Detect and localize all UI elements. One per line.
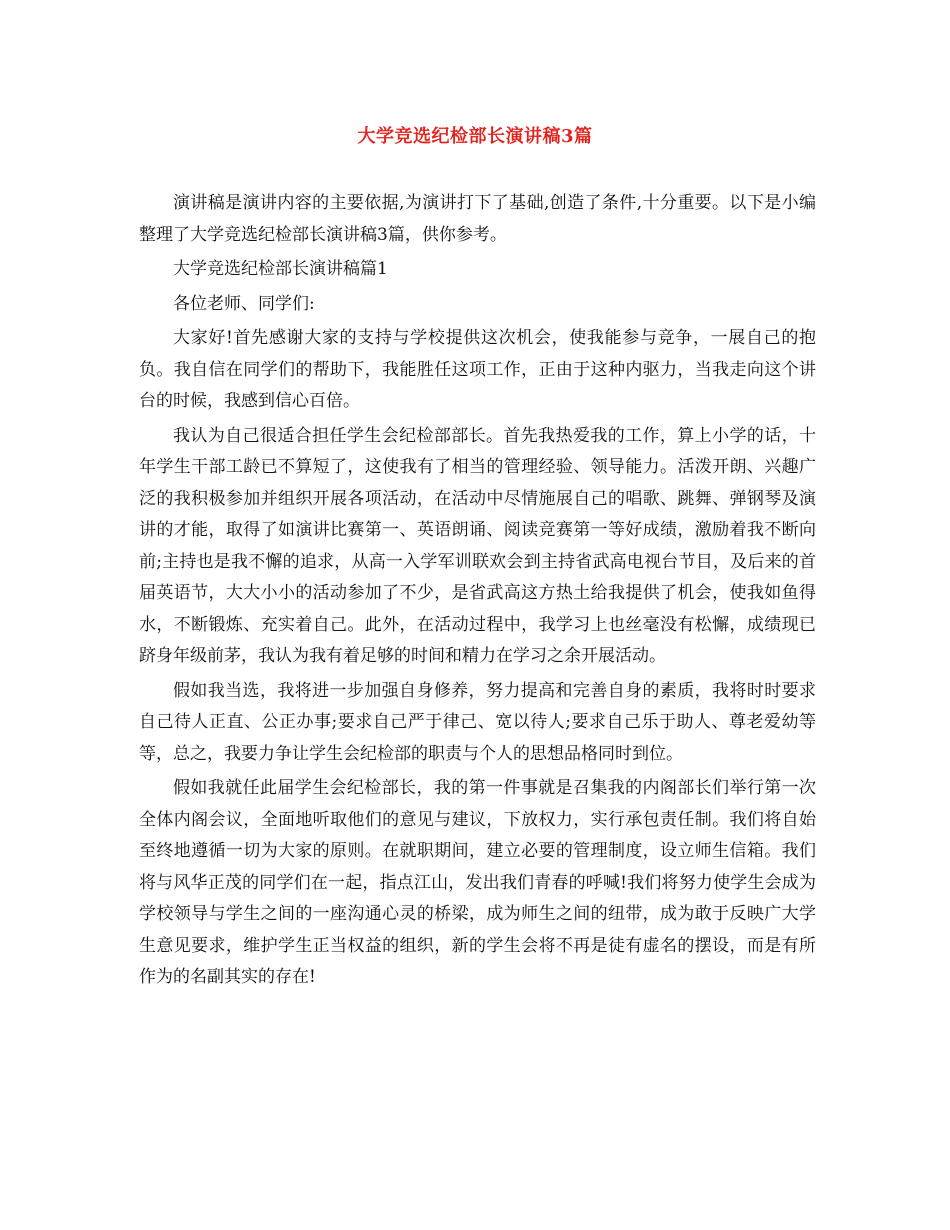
body-paragraph: 假如我就任此届学生会纪检部长，我的第一件事就是召集我的内阁部长们举行第一次全体内阁会议，全面地听取他们的意见与建议，下放权力，实行承包责任制。我们将自始至终地遵循一切为大家的原则。在就职期间，建立必要的管理制度，设立师生信箱。我们将与风华正茂的同学们在一起，指点江山，发出我们青春的呼喊!我们将努力使学生会成为学校领导与学生之间的一座沟通心灵的桥梁，成为师生之间的纽带，成为敢于反映广大学生意见要求，维护学生正当权益的组织，新的学生会将不再是徒有虚名的摆设，而是有所作为的名副其实的存在! [139, 778, 816, 987]
body-paragraph: 我认为自己很适合担任学生会纪检部部长。首先我热爱我的工作，算上小学的话，十年学生干部工龄已不算短了，这使我有了相当的管理经验、领导能力。活泼开朗、兴趣广泛的我积极参加并组织开展各项活动，在活动中尽情施展自己的唱歌、跳舞、弹钢琴及演讲的才能，取得了如演讲比赛第一、英语朗诵、阅读竞赛第一等好成绩，激励着我不断向前;主持也是我不懈的追求，从高一入学军训联欢会到主持省武高电视台节目，及后来的首届英语节，大大小小的活动参加了不少，是省武高这方热土给我提供了机会，使我如鱼得水，不断锻炼、充实着自己。此外，在活动过程中，我学习上也丝毫没有松懈，成绩现已跻身年级前茅，我认为我有着足够的时间和精力在学习之余开展活动。 [139, 425, 816, 666]
intro-paragraph: 演讲稿是演讲内容的主要依据,为演讲打下了基础,创造了条件,十分重要。以下是小编整理了大学竞选纪检部长演讲稿3篇，供你参考。 [139, 193, 816, 245]
body-paragraph: 假如我当选，我将进一步加强自身修养，努力提高和完善自身的素质，我将时时要求自己待人正直、公正办事;要求自己严于律己、宽以待人;要求自己乐于助人、尊老爱幼等等，总之，我要力争让学生会纪检部的职责与个人的思想品格同时到位。 [139, 680, 816, 764]
section-heading: 大学竞选纪检部长演讲稿篇1 [173, 259, 388, 279]
salutation: 各位老师、同学们: [173, 293, 315, 314]
document-title: 大学竞选纪检部长演讲稿3篇 [357, 126, 593, 147]
document-body [139, 188, 816, 997]
body-paragraph: 大家好!首先感谢大家的支持与学校提供这次机会，使我能参与竞争，一展自己的抱负。我自信在同学们的帮助下，我能胜任这项工作，正由于这种内驱力，当我走向这个讲台的时候，我感到信心百倍。 [139, 328, 816, 411]
